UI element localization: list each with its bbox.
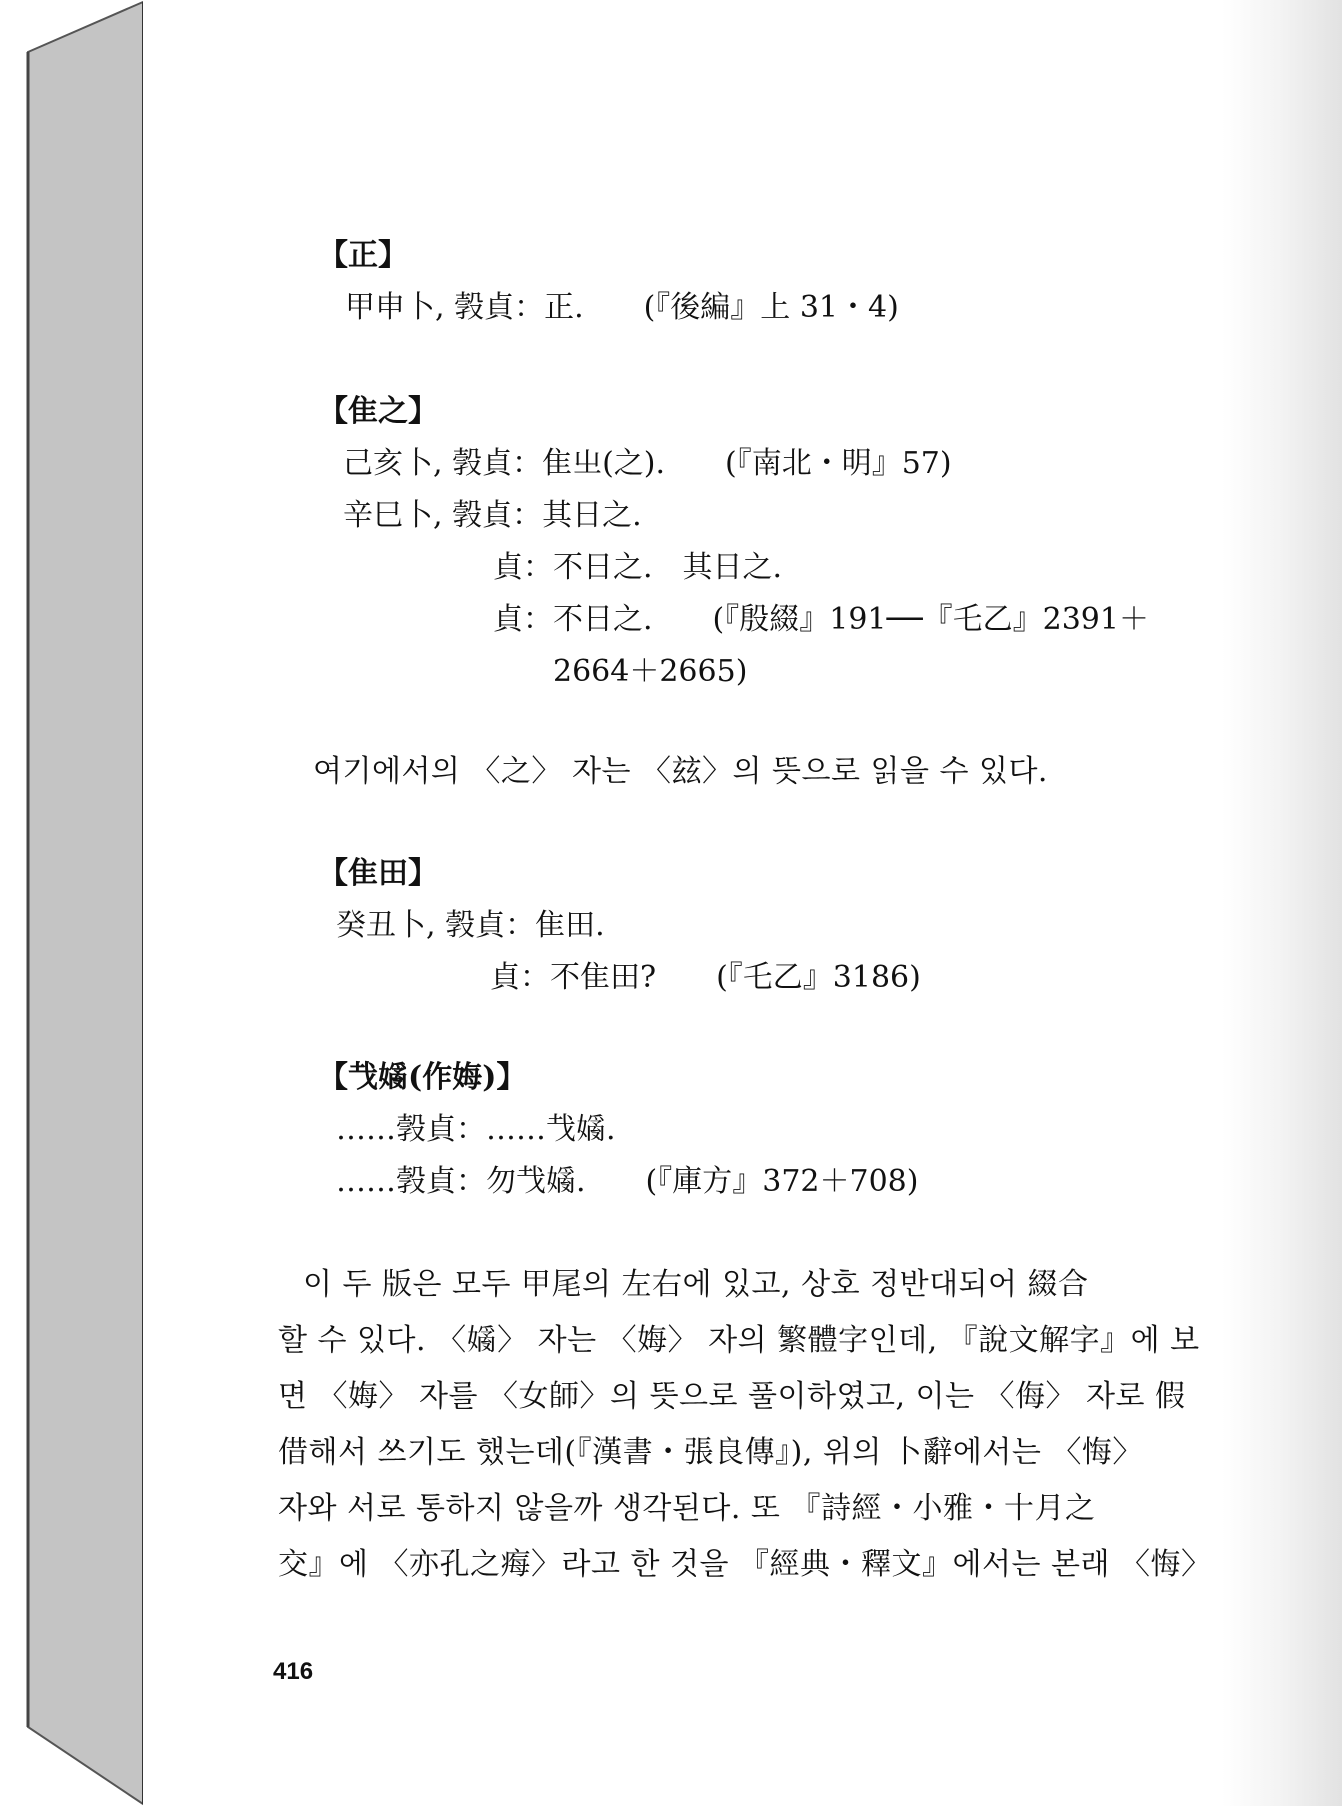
inscription-line: 甲申卜, 㝅貞：正. (『後編』上 31・4): [345, 290, 899, 325]
section-heading-zhuizhi: 【隹之】: [318, 394, 438, 429]
body-paragraph-line: 면 〈娒〉 자를 〈女師〉의 뜻으로 풀이하였고, 이는 〈侮〉 자로 假: [278, 1379, 1186, 1414]
book-spine: [0, 0, 150, 1806]
inscription-line: 貞：不日之. (『殷綴』191──『乇乙』2391＋: [493, 602, 1149, 637]
inscription-line: 2664＋2665): [553, 654, 748, 689]
section-heading-zuowu: 【𢦏𡡗(作娒)】: [318, 1060, 527, 1095]
body-paragraph-line: 交』에 〈亦孔之痗〉라고 한 것을 『經典・釋文』에서는 본래 〈悔〉: [278, 1547, 1212, 1582]
inscription-line: 癸丑卜, 㝅貞：隹田.: [336, 908, 605, 943]
inscription-line: ……㝅貞：……𢦏𡡗.: [336, 1112, 616, 1147]
explanatory-note: 여기에서의 〈之〉 자는 〈玆〉의 뜻으로 읽을 수 있다.: [313, 754, 1048, 789]
body-paragraph-line: 자와 서로 통하지 않을까 생각된다. 또 『詩經・小雅・十月之: [278, 1491, 1096, 1526]
body-paragraph-line: 이 두 版은 모두 甲尾의 左右에 있고, 상호 정반대되어 綴合: [303, 1267, 1089, 1302]
inscription-line: 貞：不日之. 其日之.: [493, 550, 783, 585]
section-heading-zheng: 【正】: [318, 238, 408, 273]
inscription-line: ……㝅貞：勿𢦏𡡗. (『庫方』372＋708): [336, 1164, 919, 1199]
body-paragraph-line: 할 수 있다. 〈𡡗〉 자는 〈娒〉 자의 繁體字인데, 『說文解字』에 보: [278, 1323, 1200, 1358]
inscription-line: 貞：不隹田? (『乇乙』3186): [490, 960, 921, 995]
section-heading-zhuitian: 【隹田】: [318, 856, 438, 891]
inscription-line: 辛巳卜, 㝅貞：其日之.: [343, 498, 642, 533]
page-number: 416: [273, 1658, 314, 1685]
inscription-line: 己亥卜, 㝅貞：隹㞢(之). (『南北・明』57): [343, 446, 952, 481]
body-paragraph-line: 借해서 쓰기도 했는데(『漢書・張良傳』), 위의 卜辭에서는 〈悔〉: [278, 1435, 1143, 1470]
